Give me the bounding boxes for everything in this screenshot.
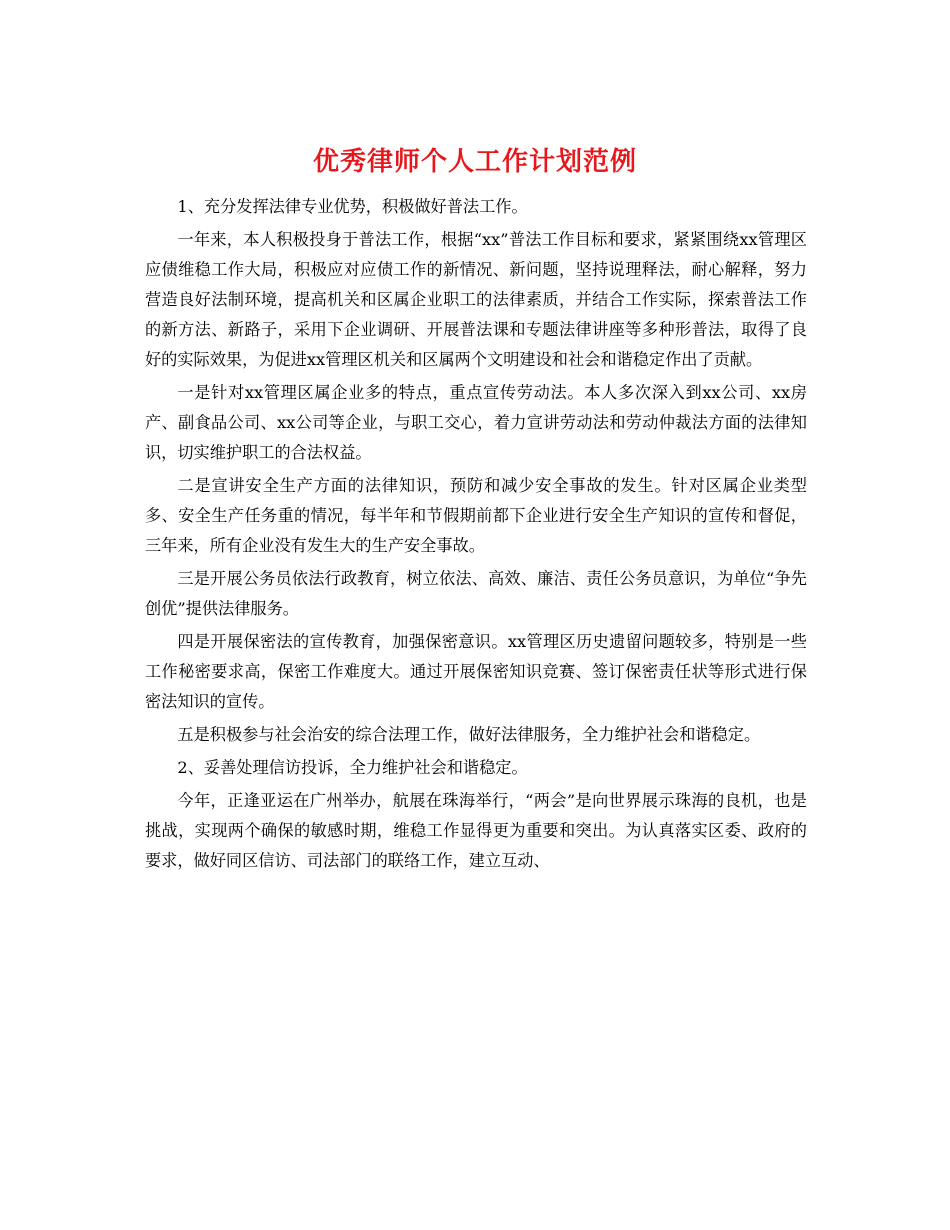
paragraph-4: 二是宣讲安全生产方面的法律知识，预防和减少安全事故的发生。针对区属企业类型多、安全生产任务重的情况，每半年和节假期前都下企业进行安全生产知识的宣传和督促，三年来，所有企业没有发生大的生产安全事故。 bbox=[145, 476, 807, 555]
document-title: 优秀律师个人工作计划范例 bbox=[312, 147, 637, 177]
paragraph-8: 2、妥善处理信访投诉，全力维护社会和谐稳定。 bbox=[177, 758, 528, 777]
document-body bbox=[145, 192, 807, 879]
paragraph-9: 今年，正逢亚运在广州举办，航展在珠海举行，“两会”是向世界展示珠海的良机，也是挑战，实现两个确保的敏感时期，维稳工作显得更为重要和突出。为认真落实区委、政府的要求，做好同区信访、司法部门的联络工作，建立互动、 bbox=[145, 791, 807, 870]
paragraph-7: 五是积极参与社会治安的综合法理工作，做好法律服务，全力维护社会和谐稳定。 bbox=[177, 725, 761, 744]
paragraph-2: 一年来，本人积极投身于普法工作，根据“xx”普法工作目标和要求，紧紧围绕xx管理区应债维稳工作大局，积极应对应债工作的新情况、新问题，坚持说理释法，耐心解释，努力营造良好法制环境，提高机关和区属企业职工的法律素质，并结合工作实际，探索普法工作的新方法、新路子，采用下企业调研、开展普法课和专题法律讲座等多种形普法，取得了良好的实际效果，为促进xx管理区机关和区属两个文明建设和社会和谐稳定作出了贡献。 bbox=[145, 230, 807, 369]
paragraph-6: 四是开展保密法的宣传教育，加强保密意识。xx管理区历史遗留问题较多，特别是一些工作秘密要求高，保密工作难度大。通过开展保密知识竞赛、签订保密责任状等形式进行保密法知识的宣传。 bbox=[145, 632, 807, 711]
paragraph-5: 三是开展公务员依法行政教育，树立依法、高效、廉洁、责任公务员意识，为单位“争先创优”提供法律服务。 bbox=[145, 569, 807, 618]
paragraph-1: 1、充分发挥法律专业优势，积极做好普法工作。 bbox=[177, 197, 528, 216]
paragraph-3: 一是针对xx管理区属企业多的特点，重点宣传劳动法。本人多次深入到xx公司、xx房产、副食品公司、xx公司等企业，与职工交心，着力宣讲劳动法和劳动仲裁法方面的法律知识，切实维护职工的合法权益。 bbox=[145, 383, 807, 462]
